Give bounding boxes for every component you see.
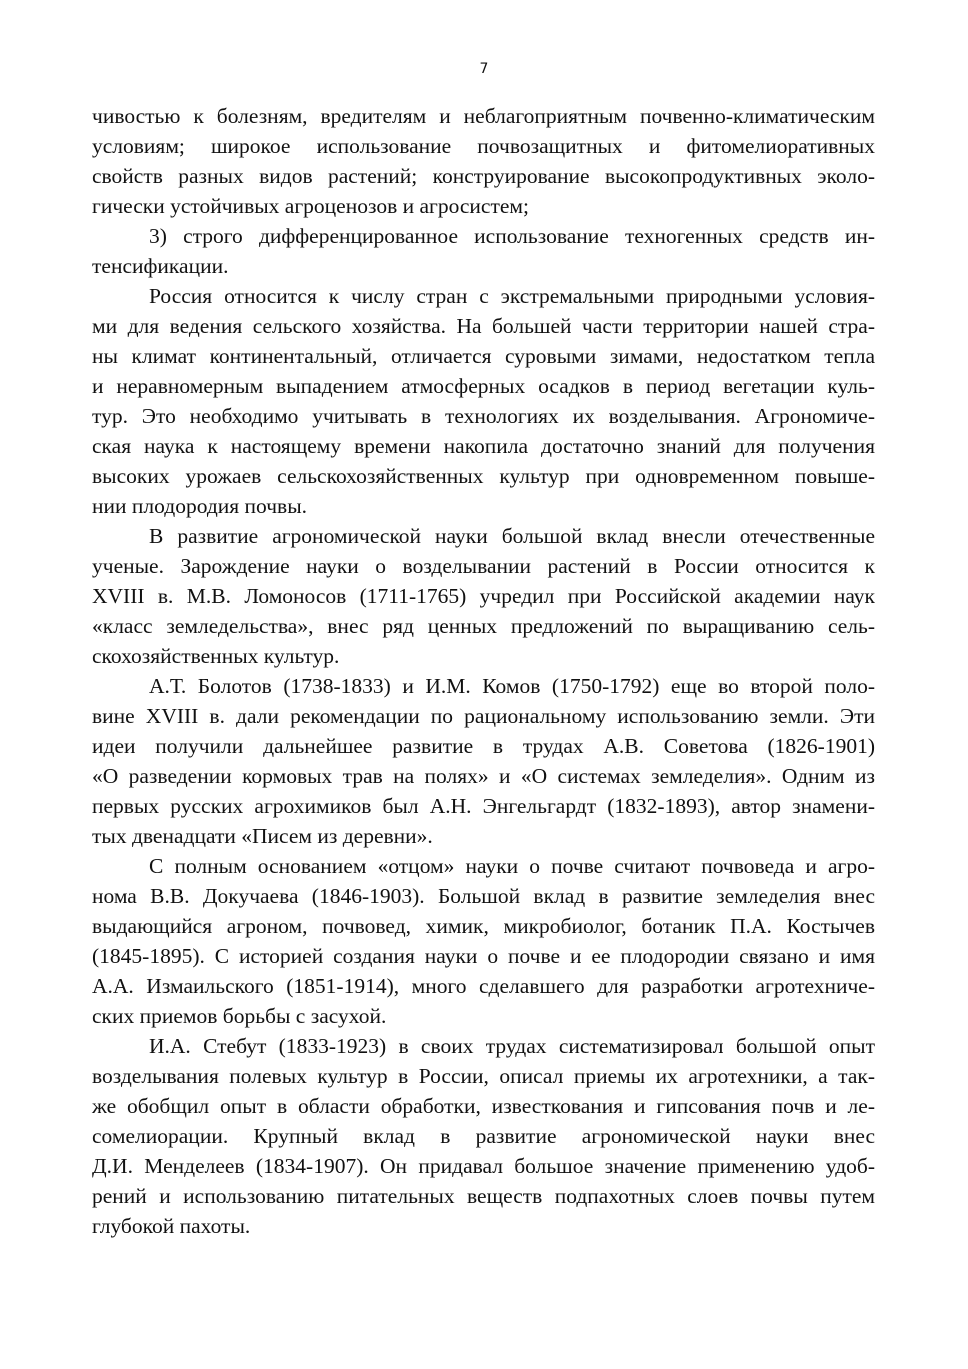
text-line: «О разведении кормовых трав на полях» и «О системах земледелия». Одним из [92, 764, 875, 788]
text-line: А.Т. Болотов (1738-1833) и И.М. Комов (1750-1792) еще во второй поло- [149, 674, 875, 698]
body-text [92, 101, 875, 1241]
text-line: первых русских агрохимиков был А.Н. Энгельгардт (1832-1893), автор знамени- [92, 794, 875, 818]
paragraph [92, 1031, 875, 1241]
paragraph [92, 221, 875, 281]
text-line: (1845-1895). С историей создания науки о почве и ее плодородии связано и имя [92, 944, 875, 968]
text-line: глубокой пахоты. [92, 1214, 251, 1238]
text-line: А.А. Измаильского (1851-1914), много сделавшего для разработки агротехниче- [92, 974, 875, 998]
text-line: XVIII в. М.В. Ломоносов (1711-1765) учредил при Российской академии наук [92, 584, 875, 608]
paragraph [92, 671, 875, 851]
paragraph [92, 101, 875, 221]
paragraph [92, 281, 875, 521]
text-line: ны климат континентальный, отличается суровыми зимами, недостатком тепла [92, 344, 875, 368]
text-line: сомелиорации. Крупный вклад в развитие агрономической науки внес [92, 1124, 875, 1148]
text-line: И.А. Стебут (1833-1923) в своих трудах систематизировал большой опыт [149, 1034, 875, 1058]
text-line: 3) строго дифференцированное использование техногенных средств ин- [149, 224, 875, 248]
text-line: рений и использованию питательных веществ подпахотных слоев почвы путем [92, 1184, 875, 1208]
text-line: ских приемов борьбы с засухой. [92, 1004, 387, 1028]
text-line: чивостью к болезням, вредителям и неблагоприятным почвенно-климатическим [92, 104, 875, 128]
text-line: тых двенадцати «Писем из деревни». [92, 824, 433, 848]
text-line: же обобщил опыт в области обработки, известкования и гипсования почв и ле- [92, 1094, 875, 1118]
text-line: вине XVIII в. дали рекомендации по рациональному использованию земли. Эти [92, 704, 875, 728]
text-line: нии плодородия почвы. [92, 494, 308, 518]
text-line: свойств разных видов растений; конструирование высокопродуктивных эколо- [92, 164, 875, 188]
text-line: скохозяйственных культур. [92, 644, 340, 668]
page-number: 7 [479, 61, 489, 77]
text-line: ская наука к настоящему времени накопила достаточно знаний для получения [92, 434, 875, 458]
text-line: В развитие агрономической науки большой вклад внесли отечественные [149, 524, 875, 548]
text-line: нома В.В. Докучаева (1846-1903). Большой вклад в развитие земледелия внес [92, 884, 875, 908]
text-line: Д.И. Менделеев (1834-1907). Он придавал большое значение применению удоб- [92, 1154, 875, 1178]
text-line: идеи получили дальнейшее развитие в трудах А.В. Советова (1826-1901) [92, 734, 875, 758]
text-line: С полным основанием «отцом» науки о почве считают почвоведа и агро- [149, 854, 875, 878]
paragraph [92, 851, 875, 1031]
text-line: высоких урожаев сельскохозяйственных культур при одновременном повыше- [92, 464, 875, 488]
text-line: тур. Это необходимо учитывать в технологиях их возделывания. Агрономиче- [92, 404, 875, 428]
text-line: возделывания полевых культур в России, описал приемы их агротехники, а так- [92, 1064, 875, 1088]
text-line: ученые. Зарождение науки о возделывании растений в России относится к [92, 554, 875, 578]
text-line: выдающийся агроном, почвовед, химик, микробиолог, ботаник П.А. Костычев [92, 914, 875, 938]
text-line: и неравномерным выпадением атмосферных осадков в период вегетации куль- [92, 374, 875, 398]
paragraph [92, 521, 875, 671]
text-line: Россия относится к числу стран с экстремальными природными условия- [149, 284, 875, 308]
text-line: «класс земледельства», внес ряд ценных предложений по выращиванию сель- [92, 614, 875, 638]
text-line: гически устойчивых агроценозов и агросистем; [92, 194, 529, 218]
text-line: тенсификации. [92, 254, 229, 278]
text-line: ми для ведения сельского хозяйства. На большей части территории нашей стра- [92, 314, 875, 338]
text-line: условиям; широкое использование почвозащитных и фитомелиоративных [92, 134, 875, 158]
